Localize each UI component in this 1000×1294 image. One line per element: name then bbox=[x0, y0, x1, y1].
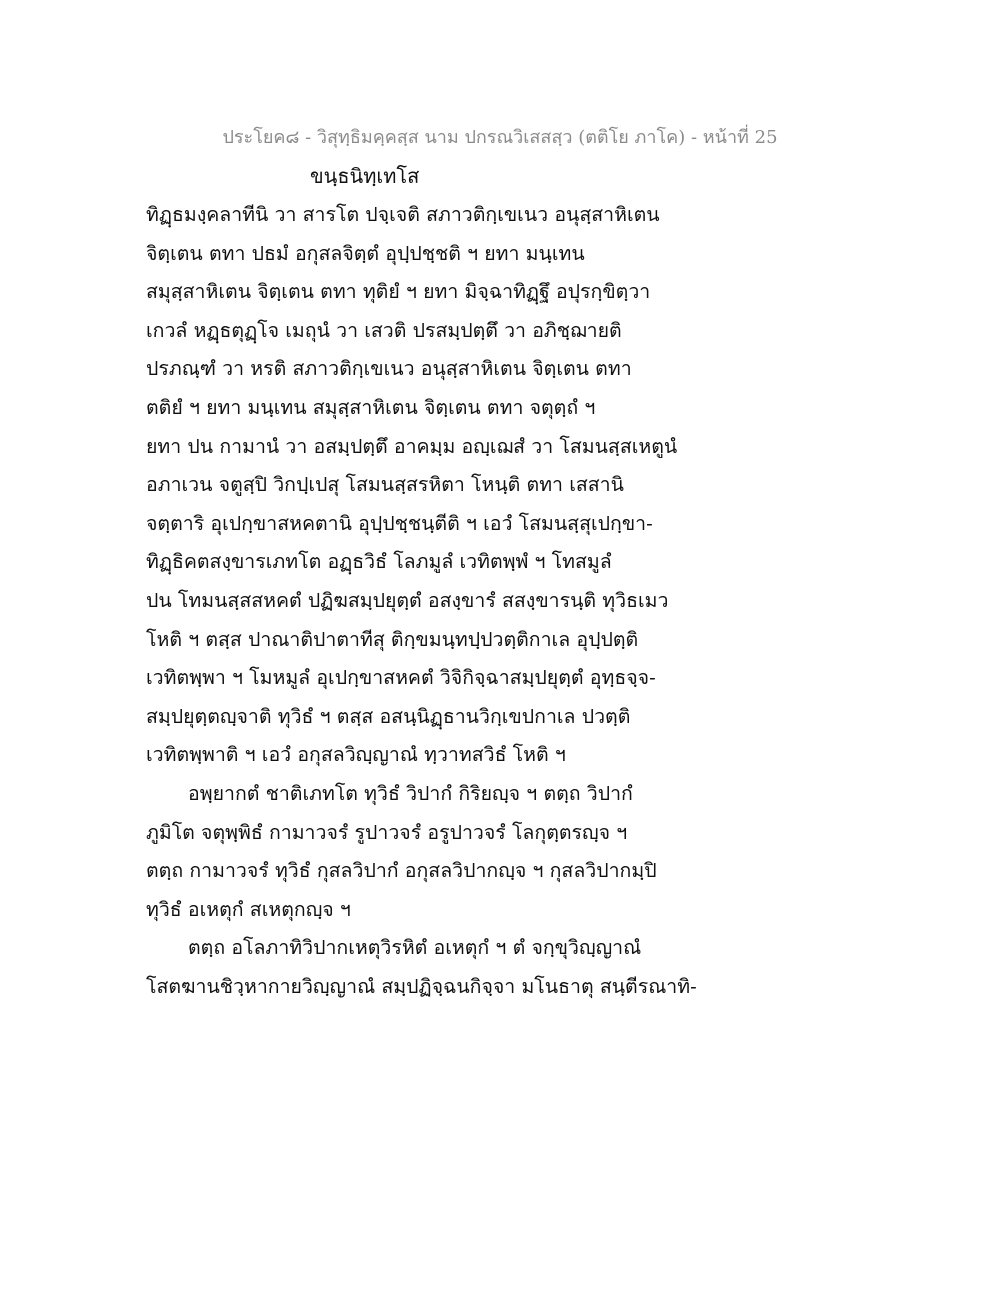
text-line: จิตฺเตน ตทา ปธมํ อกุสลจิตฺตํ อุปฺปชฺชติ ฯ ยทา มนฺเทน bbox=[146, 241, 585, 265]
text-line: ทิฏฺธิคตสงฺขารเภทโต อฏฺธวิธํ โลภมูลํ เวทิตพฺพํ ฯ โทสมูลํ bbox=[146, 550, 612, 574]
text-line: อภาเวน จตูสฺปิ วิกปฺเปสุ โสมนสฺสรหิตา โหนฺติ ตทา เสสานิ bbox=[146, 473, 624, 497]
text-line: เกวลํ หฏฺธตุฏฺโจ เมถุนํ วา เสวติ ปรสมฺปตฺตึ วา อภิชฺฌายติ bbox=[146, 318, 622, 342]
paragraph-start-line: อพฺยากตํ ชาติเภทโต ทุวิธํ วิปากํ กิริยญฺจ ฯ ตตฺถ วิปากํ bbox=[188, 781, 633, 805]
text-line: สมฺปยุตฺตญฺจาติ ทุวิธํ ฯ ตสฺส อสนฺนิฏฺธานวิกฺเขปกาเล ปวตฺติ bbox=[146, 704, 631, 728]
text-line: ปน โทมนสฺสสหคตํ ปฏิฆสมฺปยุตฺตํ อสงฺขารํ สสงฺขารนฺติ ทุวิธเมว bbox=[146, 588, 669, 612]
text-line: ทุวิธํ อเหตุกํ สเหตุกญฺจ ฯ bbox=[146, 897, 351, 921]
text-line: ตติยํ ฯ ยทา มนฺเทน สมุสฺสาหิเตน จิตฺเตน ตทา จตุตฺถํ ฯ bbox=[146, 395, 596, 419]
paragraph-start-line: ตตฺถ อโลภาทิวิปากเหตุวิรหิตํ อเหตุกํ ฯ ตํ จกฺขุวิญฺญาณํ bbox=[188, 936, 642, 960]
text-line: จตฺตาริ อุเปกฺขาสหคตานิ อุปฺปชฺชนฺตีติ ฯ เอวํ โสมนสฺสุเปกฺขา- bbox=[146, 511, 653, 535]
body-text bbox=[146, 196, 866, 1006]
text-line: โสตฆานชิวฺหากายวิญฺญาณํ สมฺปฏิจฺฉนกิจฺจา มโนธาตุ สนฺตีรณาทิ- bbox=[146, 974, 697, 998]
text-line: โหติ ฯ ตสฺส ปาณาติปาตาทีสุ ติกฺขมนฺทปฺปวตฺติกาเล อุปฺปตฺติ bbox=[146, 627, 639, 651]
text-line: เวทิตพฺพาติ ฯ เอวํ อกุสลวิญฺญาณํ ทฺวาทสวิธํ โหติ ฯ bbox=[146, 743, 566, 767]
text-line: สมุสฺสาหิเตน จิตฺเตน ตทา ทุติยํ ฯ ยทา มิจฺฉาทิฏฺฐึ อปุรกฺขิตฺวา bbox=[146, 280, 651, 304]
text-line: ทิฏฺธมงฺคลาทีนิ วา สารโต ปจฺเจติ สภาวติกฺเขเนว อนุสฺสาหิเตน bbox=[146, 203, 660, 226]
text-line: ปรภณฺฑํ วา หรติ สภาวติกฺเขเนว อนุสฺสาหิเตน จิตฺเตน ตทา bbox=[146, 357, 632, 381]
text-line: ยทา ปน กามานํ วา อสมฺปตฺตึ อาคมฺม อญฺเฌสํ วา โสมนสฺสเหตูนํ bbox=[146, 434, 678, 458]
text-line: ภูมิโต จตุพฺพิธํ กามาวจรํ รูปาวจรํ อรูปาวจรํ โลกุตฺตรญฺจ ฯ bbox=[146, 820, 628, 844]
section-title: ขนฺธนิทฺเทโส bbox=[310, 164, 420, 188]
text-line: เวทิตพฺพา ฯ โมหมูลํ อุเปกฺขาสหคตํ วิจิกิจฺฉาสมฺปยุตฺตํ อุทฺธจฺจ- bbox=[146, 666, 656, 690]
running-header: ประโยค๘ - วิสุทฺธิมคฺคสฺส นาม ปกรณวิเสสสฺว (ตติโย ภาโค) - หน้าที่ 25 bbox=[222, 127, 778, 148]
text-line: ตตฺถ กามาวจรํ ทุวิธํ กุสลวิปากํ อกุสลวิปากญฺจ ฯ กุสลวิปากมฺปิ bbox=[146, 859, 657, 883]
